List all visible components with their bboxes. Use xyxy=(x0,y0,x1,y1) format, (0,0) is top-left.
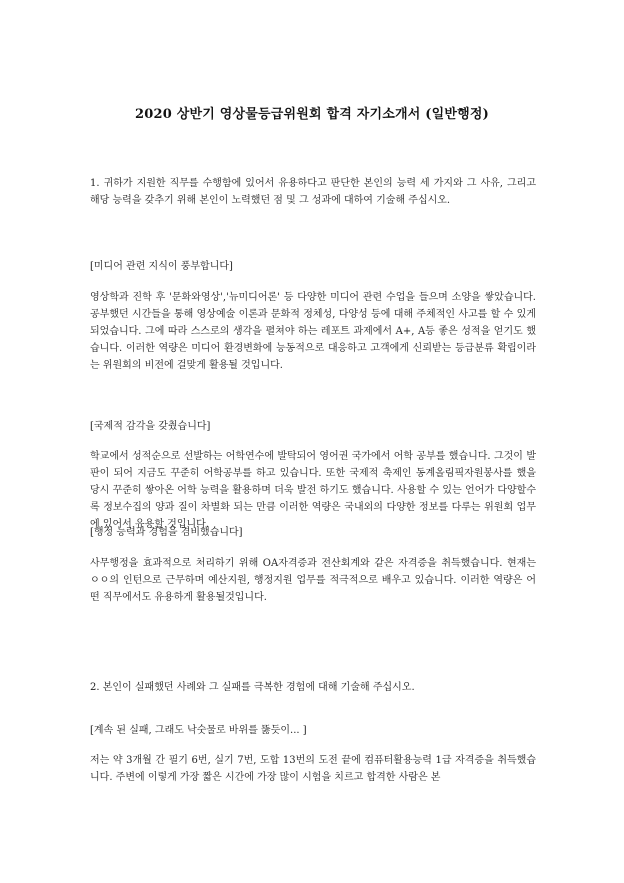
section-heading-failure: [계속 된 실패, 그래도 낙숫물로 바위를 뚫듯이... ] xyxy=(90,725,307,736)
section-heading-admin: [행정 능력과 경험을 겸비했습니다] xyxy=(90,527,243,538)
section-body-global: 학교에서 성적순으로 선발하는 어학연수에 발탁되어 영어권 국가에서 어학 공부를 했습니다. 그것이 발판이 되어 지금도 꾸준히 어학공부를 하고 있습니다. 또한 국제적 축제인 동계올림픽자원봉사를 했을 당시 꾸준히 쌓아온 어학 능력을 활용하며 더욱 발전 하기도 했습니다. 사용할 수 있는 언어가 다양할수록 정보수집의 양과 질이 차별화 되는 만큼 이러한 역량은 국내외의 다양한 정보를 다루는 위원회 업무에 있어서 유용할 것입니다. xyxy=(90,451,536,530)
section-heading-media: [미디어 관련 지식이 풍부합니다] xyxy=(90,261,233,272)
section-heading-global: [국제적 감각을 갖췄습니다] xyxy=(90,421,211,432)
question-2: 2. 본인이 실패했던 사례와 그 실패를 극복한 경험에 대해 기술해 주십시오. xyxy=(90,682,415,693)
question-1: 1. 귀하가 지원한 직무를 수행함에 있어서 유용하다고 판단한 본인의 능력 세 가지와 그 사유, 그리고 해당 능력을 갖추기 위해 본인이 노력했던 점 및 그 성과에 대하여 기술해 주십시오. xyxy=(90,178,536,206)
section-body-media: 영상학과 진학 후 '문화와영상','뉴미디어론' 등 다양한 미디어 관련 수업을 들으며 소양을 쌓았습니다. 공부했던 시간들을 통해 영상예술 이론과 문화적 정체성, 다양성 등에 대해 주체적인 사고를 할 수 있게 되었습니다. 그에 따라 스스로의 생각을 펼쳐야 하는 레포트 과제에서 A+, A등 좋은 성적을 얻기도 했습니다. 이러한 역량은 미디어 환경변화에 능동적으로 대응하고 고객에게 신뢰받는 등급분류 확립이라는 위원회의 비전에 걸맞게 활용될 것입니다. xyxy=(90,292,536,371)
document-title: 2020 상반기 영상물등급위원회 합격 자기소개서 (일반행정) xyxy=(135,107,489,122)
section-body-admin: 사무행정을 효과적으로 처리하기 위해 OA자격증과 전산회계와 같은 자격증을 취득했습니다. 현재는 ㅇㅇ의 인턴으로 근무하며 예산지원, 행정지원 업무를 적극적으로 배우고 있습니다. 이러한 역량은 어떤 직무에서도 유용하게 활용될것입니다. xyxy=(90,558,536,603)
section-body-failure: 저는 약 3개월 간 필기 6번, 실기 7번, 도합 13번의 도전 끝에 컴퓨터활용능력 1급 자격증을 취득했습니다. 주변에 이렇게 가장 짧은 시간에 가장 많이 시험을 치르고 합격한 사람은 본 xyxy=(90,755,536,783)
